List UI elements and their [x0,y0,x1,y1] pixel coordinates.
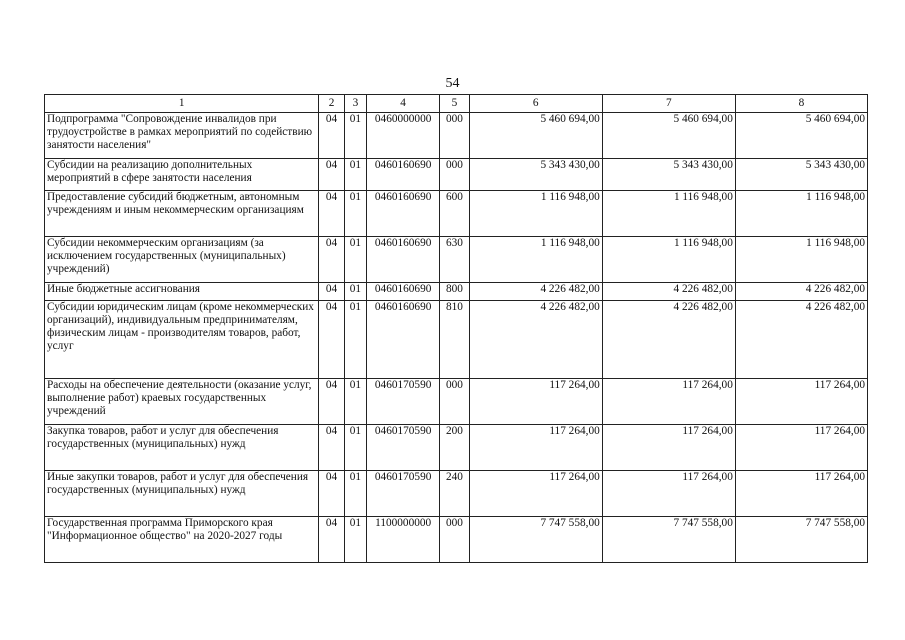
amount-col6-cell: 1 116 948,00 [469,191,602,237]
column-header-1: 1 [45,95,319,113]
column-header-8: 8 [735,95,867,113]
table-header-row [45,95,868,113]
amount-col6-cell: 4 226 482,00 [469,283,602,301]
target-article-cell: 0460170590 [367,471,440,517]
amount-col8-cell: 1 116 948,00 [735,237,867,283]
expense-type-cell: 000 [440,379,469,425]
subsection-code-cell: 01 [344,113,366,159]
amount-col6-cell: 5 343 430,00 [469,159,602,191]
expense-type-cell: 630 [440,237,469,283]
row-name-cell: Предоставление субсидий бюджетным, автономным учреждениям и иным некоммерческим организациям [45,191,319,237]
expense-type-cell: 000 [440,159,469,191]
target-article-cell: 0460170590 [367,425,440,471]
table-row [45,301,868,379]
target-article-cell: 0460170590 [367,379,440,425]
target-article-cell: 0460160690 [367,237,440,283]
expense-type-cell: 200 [440,425,469,471]
column-header-6: 6 [469,95,602,113]
amount-col8-cell: 4 226 482,00 [735,301,867,379]
column-header-3: 3 [344,95,366,113]
amount-col6-cell: 1 116 948,00 [469,237,602,283]
table-row [45,191,868,237]
column-header-4: 4 [367,95,440,113]
row-name-cell: Субсидии юридическим лицам (кроме некоммерческих организаций), индивидуальным предпринимателям, физическим лицам - производителям товаров, работ, услуг [45,301,319,379]
amount-col7-cell: 4 226 482,00 [602,301,735,379]
column-header-7: 7 [602,95,735,113]
target-article-cell: 0460160690 [367,283,440,301]
section-code-cell: 04 [319,301,344,379]
amount-col6-cell: 4 226 482,00 [469,301,602,379]
amount-col7-cell: 5 343 430,00 [602,159,735,191]
section-code-cell: 04 [319,191,344,237]
table-row [45,283,868,301]
table-row [45,159,868,191]
section-code-cell: 04 [319,379,344,425]
table-body [45,113,868,563]
amount-col7-cell: 1 116 948,00 [602,191,735,237]
expense-type-cell: 000 [440,517,469,563]
table-row [45,237,868,283]
table-row [45,425,868,471]
amount-col6-cell: 117 264,00 [469,471,602,517]
expense-type-cell: 600 [440,191,469,237]
amount-col8-cell: 4 226 482,00 [735,283,867,301]
subsection-code-cell: 01 [344,237,366,283]
section-code-cell: 04 [319,425,344,471]
expense-type-cell: 800 [440,283,469,301]
row-name-cell: Расходы на обеспечение деятельности (оказание услуг, выполнение работ) краевых государственных учреждений [45,379,319,425]
expense-type-cell: 810 [440,301,469,379]
row-name-cell: Субсидии некоммерческим организациям (за исключением государственных (муниципальных) учреждений) [45,237,319,283]
row-name-cell: Субсидии на реализацию дополнительных мероприятий в сфере занятости населения [45,159,319,191]
subsection-code-cell: 01 [344,301,366,379]
subsection-code-cell: 01 [344,191,366,237]
subsection-code-cell: 01 [344,379,366,425]
amount-col7-cell: 117 264,00 [602,379,735,425]
target-article-cell: 0460000000 [367,113,440,159]
amount-col8-cell: 117 264,00 [735,471,867,517]
section-code-cell: 04 [319,471,344,517]
row-name-cell: Закупка товаров, работ и услуг для обеспечения государственных (муниципальных) нужд [45,425,319,471]
table-row [45,379,868,425]
amount-col8-cell: 1 116 948,00 [735,191,867,237]
table-row [45,113,868,159]
target-article-cell: 1100000000 [367,517,440,563]
amount-col7-cell: 117 264,00 [602,425,735,471]
amount-col7-cell: 5 460 694,00 [602,113,735,159]
section-code-cell: 04 [319,517,344,563]
target-article-cell: 0460160690 [367,301,440,379]
page-number: 54 [445,76,460,91]
amount-col6-cell: 117 264,00 [469,379,602,425]
subsection-code-cell: 01 [344,283,366,301]
section-code-cell: 04 [319,159,344,191]
expense-type-cell: 240 [440,471,469,517]
column-header-5: 5 [440,95,469,113]
table-row [45,517,868,563]
amount-col7-cell: 7 747 558,00 [602,517,735,563]
amount-col8-cell: 7 747 558,00 [735,517,867,563]
table-row [45,471,868,517]
amount-col8-cell: 117 264,00 [735,379,867,425]
subsection-code-cell: 01 [344,471,366,517]
budget-table [44,94,868,563]
amount-col7-cell: 4 226 482,00 [602,283,735,301]
row-name-cell: Подпрограмма "Сопровождение инвалидов при трудоустройстве в рамках мероприятий по содействию занятости населения" [45,113,319,159]
amount-col6-cell: 7 747 558,00 [469,517,602,563]
section-code-cell: 04 [319,283,344,301]
amount-col8-cell: 5 343 430,00 [735,159,867,191]
section-code-cell: 04 [319,113,344,159]
target-article-cell: 0460160690 [367,159,440,191]
subsection-code-cell: 01 [344,425,366,471]
subsection-code-cell: 01 [344,159,366,191]
row-name-cell: Иные бюджетные ассигнования [45,283,319,301]
amount-col6-cell: 5 460 694,00 [469,113,602,159]
column-header-2: 2 [319,95,344,113]
expense-type-cell: 000 [440,113,469,159]
amount-col7-cell: 1 116 948,00 [602,237,735,283]
amount-col8-cell: 5 460 694,00 [735,113,867,159]
target-article-cell: 0460160690 [367,191,440,237]
row-name-cell: Государственная программа Приморского края "Информационное общество" на 2020-2027 годы [45,517,319,563]
amount-col6-cell: 117 264,00 [469,425,602,471]
amount-col8-cell: 117 264,00 [735,425,867,471]
section-code-cell: 04 [319,237,344,283]
subsection-code-cell: 01 [344,517,366,563]
row-name-cell: Иные закупки товаров, работ и услуг для обеспечения государственных (муниципальных) нужд [45,471,319,517]
amount-col7-cell: 117 264,00 [602,471,735,517]
